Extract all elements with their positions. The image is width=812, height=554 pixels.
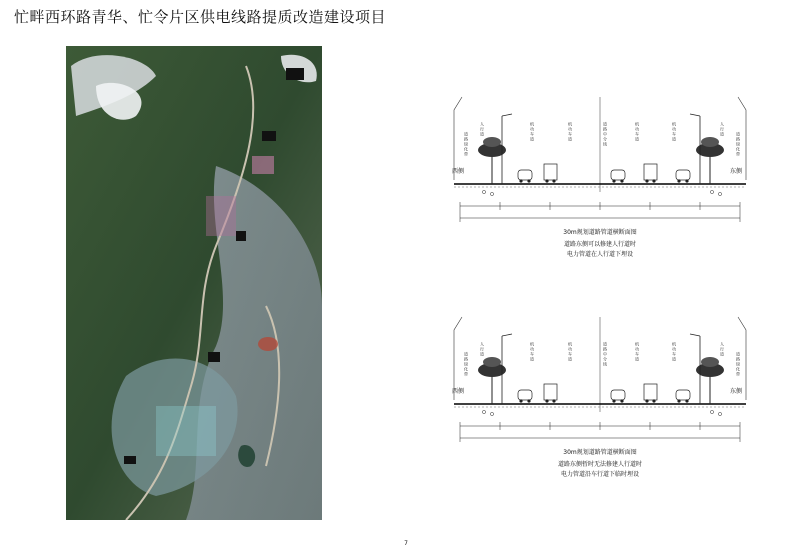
section-note: 道路东侧可以修建人行道时 [563,241,636,248]
car-icon [676,390,690,403]
lane-label: 机动车道 [530,342,535,362]
lane-label: 人行道 [720,342,725,357]
cross-section-drawing-1 [440,92,760,232]
pipe-icon [490,412,493,415]
west-label: 西侧 [452,168,465,175]
section-caption: 30m规划道路管道横断面图 [563,229,637,236]
lane-label: 机动车道 [672,342,677,362]
car-icon [676,170,690,183]
section-note: 电力管道沿车行道下临时埋设 [560,471,639,478]
lane-label: 人行道 [720,122,725,137]
truck-icon [544,384,557,403]
lane-label: 机动车道 [635,342,640,362]
section-caption: 30m规划道路管道横断面图 [563,449,637,456]
road-cross-section-2 [440,312,760,492]
car-icon [611,390,625,403]
cross-section-drawing-2 [440,312,760,452]
lane-label: 道路绿化带 [736,352,741,377]
pipe-icon [710,190,713,193]
lane-label: 道路中分线 [603,342,608,367]
lane-label: 人行道 [480,342,485,357]
car-icon [611,170,625,183]
lane-label: 机动车道 [672,122,677,142]
road-cross-section-1 [440,92,760,272]
section-note: 道路东侧暂时无法修建人行道时 [557,461,642,468]
pipe-icon [482,190,485,193]
section-note: 电力管道在人行道下埋设 [566,251,633,258]
car-icon [518,170,532,183]
west-label: 西侧 [452,388,465,395]
car-icon [518,390,532,403]
lane-label: 道路绿化带 [464,352,469,377]
page-number: 7 [404,540,408,547]
lane-label: 道路绿化带 [736,132,741,157]
lane-label: 人行道 [480,122,485,137]
lane-label: 道路中分线 [603,122,608,147]
page-title: 忙畔西环路青华、忙令片区供电线路提质改造建设项目 [14,8,387,26]
pipe-icon [718,412,721,415]
truck-icon [644,384,657,403]
pipe-icon [490,192,493,195]
truck-icon [544,164,557,183]
lane-label: 机动车道 [530,122,535,142]
east-label: 东侧 [730,168,743,175]
pipe-icon [718,192,721,195]
pipe-icon [482,410,485,413]
lane-label: 机动车道 [568,122,573,142]
lane-label: 道路绿化带 [464,132,469,157]
east-label: 东侧 [730,388,743,395]
pipe-icon [710,410,713,413]
satellite-map-image [66,46,322,520]
lane-label: 机动车道 [568,342,573,362]
lane-label: 机动车道 [635,122,640,142]
truck-icon [644,164,657,183]
